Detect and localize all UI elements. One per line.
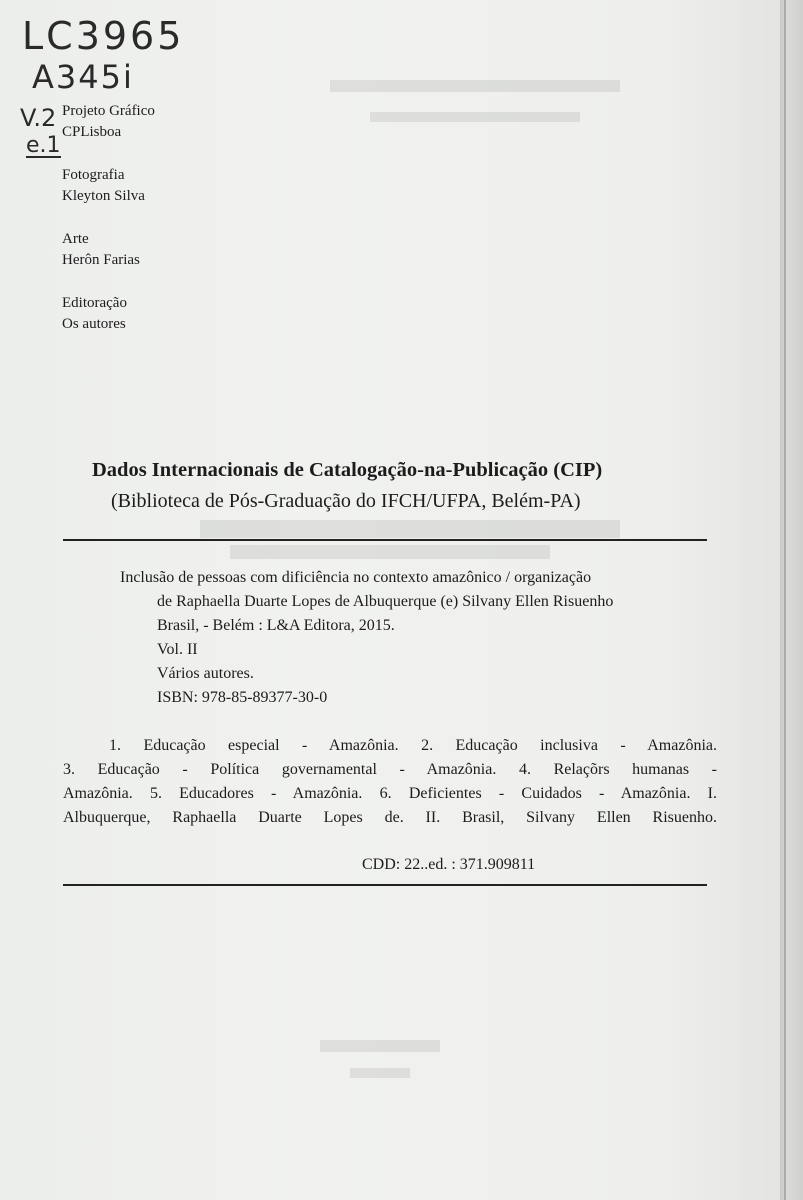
subject-line: 3. Educação - Política governamental - Amazônia. 4. Relaçõrs humanas - [63, 761, 717, 778]
credit-role: Projeto Gráfico [62, 103, 155, 119]
top-rule [63, 539, 707, 541]
handwritten-copy-mark: e.1 [26, 133, 61, 158]
subject-line: Albuquerque, Raphaella Duarte Lopes de. II. Brasil, Silvany Ellen Risuenho. [63, 809, 717, 826]
entry-volume: Vol. II [157, 641, 198, 658]
bottom-rule [63, 884, 707, 886]
subject-line: 1. Educação especial - Amazônia. 2. Educação inclusiva - Amazônia. [109, 737, 717, 754]
credit-name: Herôn Farias [62, 252, 140, 268]
show-through-block [320, 1040, 440, 1052]
show-through-block [350, 1068, 410, 1078]
handwritten-call-number: LC3965 [22, 14, 185, 58]
credit-group [62, 101, 155, 143]
credit-name: Os autores [62, 316, 126, 332]
handwritten-cutter-number: A345i [32, 58, 134, 96]
credits-list [62, 101, 155, 357]
entry-imprint: Brasil, - Belém : L&A Editora, 2015. [157, 617, 395, 634]
cdd-classification: CDD: 22..ed. : 371.909811 [362, 856, 536, 873]
credit-group [62, 293, 155, 335]
handwritten-volume-mark: V.2 [20, 104, 57, 132]
entry-isbn: ISBN: 978-85-89377-30-0 [157, 689, 328, 706]
show-through-block [230, 545, 550, 559]
entry-title-line: Inclusão de pessoas com dificiência no contexto amazônico / organização [120, 569, 592, 586]
credit-role: Arte [62, 231, 89, 247]
cip-title: Dados Internacionais de Catalogação-na-Publicação (CIP) [92, 459, 603, 481]
credit-group [62, 229, 155, 271]
credit-role: Editoração [62, 295, 127, 311]
credit-name: CPLisboa [62, 124, 122, 140]
entry-authors: Vários autores. [157, 665, 254, 682]
subject-line: Amazônia. 5. Educadores - Amazônia. 6. Deficientes - Cuidados - Amazônia. I. [63, 785, 717, 802]
credit-role: Fotografia [62, 167, 125, 183]
show-through-block [200, 520, 620, 538]
page-edge-line [784, 0, 786, 1200]
cip-subtitle: (Biblioteca de Pós-Graduação do IFCH/UFPA, Belém-PA) [111, 490, 581, 512]
subject-headings [63, 734, 717, 830]
catalog-entry [120, 566, 720, 710]
entry-title-line: de Raphaella Duarte Lopes de Albuquerque (e) Silvany Ellen Risuenho [157, 593, 614, 610]
show-through-block [370, 112, 580, 122]
credit-group [62, 165, 155, 207]
show-through-block [330, 80, 620, 92]
credit-name: Kleyton Silva [62, 188, 145, 204]
